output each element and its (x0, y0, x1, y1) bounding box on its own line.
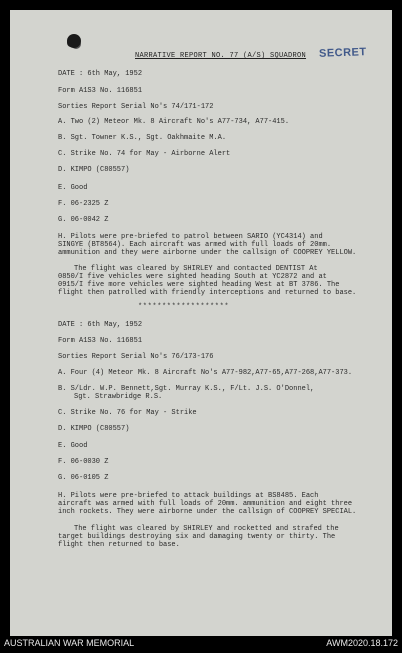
item-c: C. Strike No. 74 for May - Airborne Alert (58, 150, 231, 158)
sorties-line: Sorties Report Serial No's 76/173-176 (58, 353, 214, 361)
sorties-line: Sorties Report Serial No's 74/171-172 (58, 103, 214, 111)
item-h-line-2: SINGYE (BT8564). Each aircraft was armed with full loads of 20mm. (58, 241, 332, 249)
item-b: B. Sgt. Towner K.S., Sgt. Oakhmaite M.A. (58, 134, 227, 142)
item-a: A. Two (2) Meteor Mk. 8 Aircraft No's A77-734, A77-415. (58, 118, 290, 126)
form-line: Form A1S3 No. 116851 (58, 87, 143, 95)
item-h-line-3: ammunition and they were airborne under the callsign of COOPREY YELLOW. (58, 249, 357, 257)
item-a: A. Four (4) Meteor Mk. 8 Aircraft No's A77-982,A77-65,A77-268,A77-373. (58, 369, 353, 377)
section-divider: ******************* (138, 303, 230, 311)
item-d: D. KIMPO (C80557) (58, 166, 130, 174)
item-e: E. Good (58, 442, 88, 450)
item-d: D. KIMPO (C80557) (58, 425, 130, 433)
item-h-line-2: aircraft was armed with full loads of 20mm. ammunition and eight three (58, 500, 353, 508)
paragraph-line-1: The flight was cleared by SHIRLEY and rocketted and strafed the (74, 525, 339, 533)
item-h-line-1: H. Pilots were pre-briefed to attack buildings at BS8485. Each (58, 492, 319, 500)
paragraph-line-2: target buildings destroying six and damaging twenty or thirty. The (58, 533, 336, 541)
footer-credit: AUSTRALIAN WAR MEMORIAL (4, 638, 135, 648)
item-g: G. 06-0105 Z (58, 474, 109, 482)
paragraph-line-1: The flight was cleared by SHIRLEY and contacted DENTIST At (74, 265, 318, 273)
report-header: NARRATIVE REPORT NO. 77 (A/S) SQUADRON (135, 52, 307, 60)
item-b-line-1: B. S/Ldr. W.P. Bennett,Sgt. Murray K.S., F/Lt. J.S. O'Donnel, (58, 385, 315, 393)
item-b-line-2: Sgt. Strawbridge R.S. (74, 393, 163, 401)
document-page (10, 10, 392, 636)
secret-stamp: SECRET (318, 46, 367, 60)
date-line: DATE : 6th May, 1952 (58, 321, 143, 329)
footer-accession-number: AWM2020.18.172 (326, 638, 398, 648)
paragraph-line-2: 0850/I five vehicles were sighted heading South at YC2872 and at (58, 273, 327, 281)
date-line: DATE : 6th May, 1952 (58, 70, 143, 78)
item-h-line-1: H. Pilots were pre-briefed to patrol between SARIO (YC4314) and (58, 233, 323, 241)
item-c: C. Strike No. 76 for May - Strike (58, 409, 197, 417)
item-g: G. 06-0042 Z (58, 216, 109, 224)
item-f: F. 06-0030 Z (58, 458, 109, 466)
paragraph-line-4: flight then patrolled with friendly interceptions and returned to base. (58, 289, 357, 297)
punch-hole (67, 34, 81, 48)
item-h-line-3: inch rockets. They were airborne under the callsign of COOPREY SPECIAL. (58, 508, 357, 516)
item-f: F. 06-2325 Z (58, 200, 109, 208)
paragraph-line-3: 0915/I five more vehicles were sighted heading West at BT 3786. The (58, 281, 340, 289)
paragraph-line-3: flight then returned to base. (58, 541, 180, 549)
item-e: E. Good (58, 184, 88, 192)
form-line: Form A1S3 No. 116851 (58, 337, 143, 345)
